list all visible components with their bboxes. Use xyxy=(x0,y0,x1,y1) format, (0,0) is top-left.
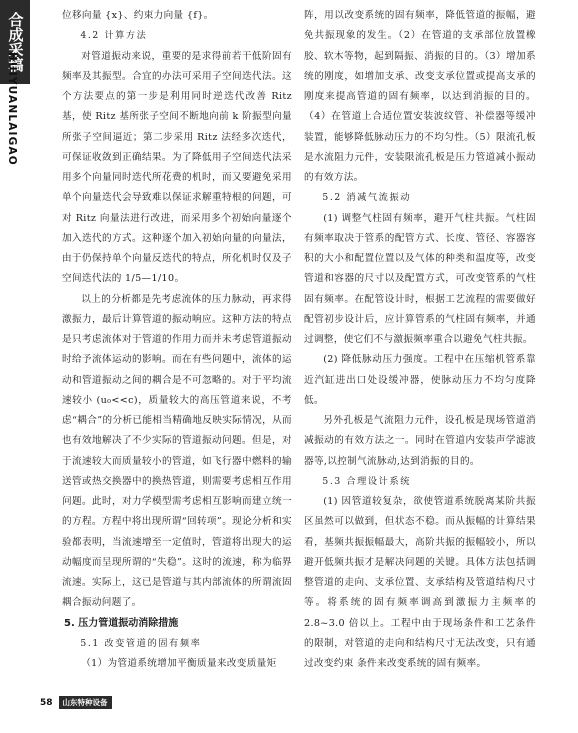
paragraph: 位移向量 {x}、约束力向量 {f}。 xyxy=(62,10,214,21)
subsection-heading-5-2: 5.2 消减气流振动 xyxy=(322,192,412,204)
paragraph: (1) 调整气柱固有频率，避开气柱共振。气柱固有频率取决于管系的配管方式、长度、管径、容器容积的大小和配置位置以及气体的种类和温度等，改变管道和容器的尺寸以及配置方式，可改变管系的气柱固有频率。在配管设计时，根据工艺流程的需要做好配管初步设计后，应计算管系的气柱固有频率，并通过调整，使它们不与激振频率重合以避免气柱共振。 xyxy=(304,212,536,345)
column-brand-pinyin: HUIYUANLAIGAO xyxy=(6,52,18,166)
journal-label: 山东特种设备 xyxy=(59,696,112,709)
subsection-heading-4-2: 4.2 计算方法 xyxy=(80,30,148,42)
left-column xyxy=(62,6,292,674)
paragraph: 阵，用以改变系统的固有频率，降低管道的振幅，避免共振现象的发生。（2）在管道的支承部位放置橡胶、软木等物，起到隔振、消振的目的。（3）增加系统的刚度，如增加支承、改变支承位置或提高支承的刚度来提高管道的固有频率，以达到消振的目的。（4）在管道上合适位置安装波纹管、补偿器等缓冲装置，能够降低脉动压力的不均匀性。（5）限流孔板是水流阻力元件，安装限流孔板是压力管道减小振动的有效方法。 xyxy=(304,10,536,183)
section-heading-5: 5. 压力管道振动消除措施 xyxy=(64,617,179,629)
paragraph: (2) 降低脉动压力强度。工程中在压缩机管系靠近汽缸进出口处设缓冲器，使脉动压力不均匀度降低。 xyxy=(304,354,536,406)
column-logo-text: 合成采稿 xyxy=(6,12,25,72)
page-footer xyxy=(40,696,112,709)
paragraph: 另外孔板是气流阻力元件，设孔板是现场管道消减振动的有效方法之一。同时在管道内安装声学滤波器等,以控制气流脉动,达到消振的目的。 xyxy=(304,415,536,467)
right-column xyxy=(304,6,536,674)
subsection-heading-5-3: 5.3 合理设计系统 xyxy=(322,475,412,487)
sidebar xyxy=(0,0,30,733)
paragraph: （1）为管道系统增加平衡质量来改变质量矩 xyxy=(81,658,277,669)
subsection-heading-5-1: 5.1 改变管道的固有频率 xyxy=(80,637,202,649)
paragraph: 以上的分析都是先考虑流体的压力脉动，再求得激振力，最后计算管道的振动响应。这种方法的特点是只考虑流体对于管道的作用力而并未考虑管道振动时给予流体运动的影响。而在有些问题中，流体的运动和管道振动之间的耦合是不可忽略的。对于平均流速较小 (u₀<<c)，质量较大的高压管道来说，不考虑“耦合”的分析已能相当精确地反映实际情况，从而也有效地解决了不少实际的管道振动问题。但是，对于流速较大而质量较小的管道，如飞行器中燃料的输送管或热交换器中的换热管道，则需要考虑相互作用问题。此时，对力学模型需考虑相互影响而建立统一的方程。方程中将出现所谓“回转项”。现论分析和实验都表明，当流速增至一定值时，管道将出现大的运动幅度而呈现所谓的“失稳”。这时的流速，称为临界流速。实际上，这已是管道与其内部流体的所谓流固耦合振动问题了。 xyxy=(62,293,292,609)
paragraph: (1) 因管道较复杂，欲使管道系统脱离某阶共振区虽然可以做到，但状态不稳。而从振幅的计算结果看，基频共振振幅最大，高阶共振的振幅较小，所以避开低频共振才是解决问题的关键。具体方法包括调整管道的走向、支承位置、支承结构及管道结构尺寸等。将系统的固有频率调高到激振力主频率的 2.8~3.0 倍以上。工程中由于现场条件和工艺条件的限制，对管道的走向和结构尺寸无法改变，只有通过改变约束 条件来改变系统的固有频率。 xyxy=(304,496,536,669)
page-number: 58 xyxy=(40,697,53,708)
paragraph: 对管道振动来说，重要的是求得前若干低阶固有频率及其振型。合宜的办法可采用子空间迭代法。这个方法要点的第一步是利用同时逆迭代改善 Ritz 基，使 Ritz 基所张子空间不断地向前 k 阶振型向量所张子空间逼近；第二步采用 Ritz 法经多次迭代，可保证收敛到正确结果。为了降低用子空间迭代法采用多个向量同时迭代所花费的机时，而又要避免采用单个向量迭代会导致难以保证求解重特根的问题，可对 Ritz 向量法进行改进，而采用多个初始向量逐个加入迭代的方式。这种逐个加入初始向量的向量法，由于仍保持单个向量反迭代的特点，所化机时仅及子空间迭代法的 1/5—1/10。 xyxy=(62,50,292,285)
